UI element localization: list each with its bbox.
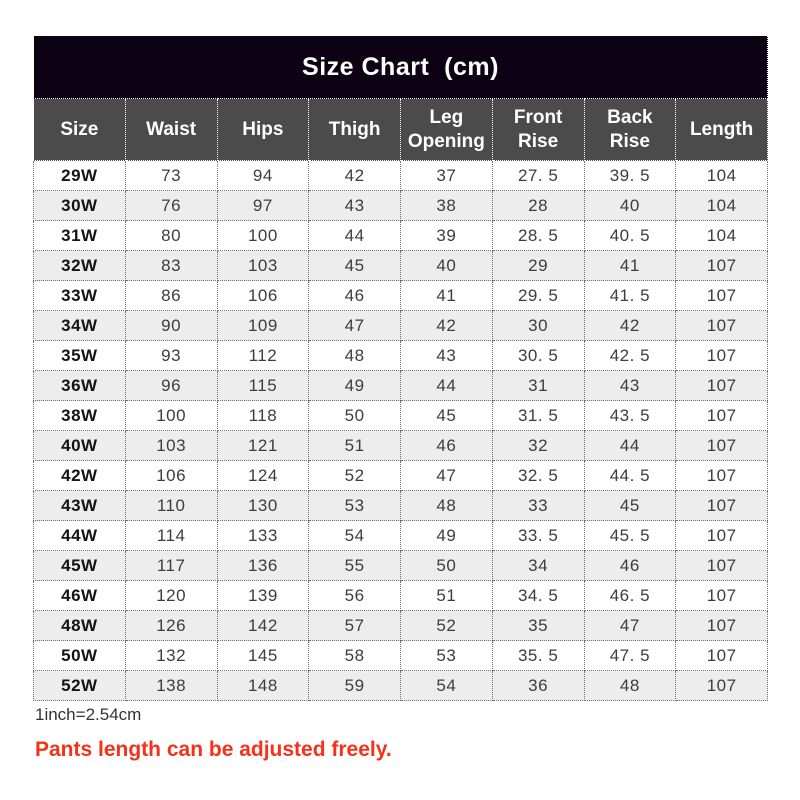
value-cell: 36 <box>492 671 584 701</box>
value-cell: 33. 5 <box>492 521 584 551</box>
value-cell: 32 <box>492 431 584 461</box>
value-cell: 42. 5 <box>584 341 676 371</box>
pants-length-note: Pants length can be adjusted freely. <box>35 738 392 761</box>
value-cell: 120 <box>125 581 217 611</box>
value-cell: 34 <box>492 551 584 581</box>
size-cell: 34W <box>34 311 126 341</box>
value-cell: 47 <box>309 311 401 341</box>
value-cell: 51 <box>401 581 493 611</box>
value-cell: 107 <box>676 311 768 341</box>
size-cell: 36W <box>34 371 126 401</box>
column-header-size: Size <box>34 99 126 161</box>
value-cell: 106 <box>125 461 217 491</box>
size-chart-head <box>34 36 768 161</box>
column-header-waist: Waist <box>125 99 217 161</box>
value-cell: 44. 5 <box>584 461 676 491</box>
value-cell: 107 <box>676 281 768 311</box>
value-cell: 35. 5 <box>492 641 584 671</box>
size-cell: 48W <box>34 611 126 641</box>
table-row <box>34 671 768 701</box>
value-cell: 142 <box>217 611 309 641</box>
size-cell: 46W <box>34 581 126 611</box>
value-cell: 42 <box>309 161 401 191</box>
size-cell: 45W <box>34 551 126 581</box>
size-chart-title: Size Chart (cm) <box>34 36 768 99</box>
value-cell: 43 <box>401 341 493 371</box>
value-cell: 132 <box>125 641 217 671</box>
value-cell: 49 <box>401 521 493 551</box>
value-cell: 107 <box>676 491 768 521</box>
size-cell: 29W <box>34 161 126 191</box>
value-cell: 112 <box>217 341 309 371</box>
value-cell: 46 <box>584 551 676 581</box>
value-cell: 107 <box>676 371 768 401</box>
value-cell: 28 <box>492 191 584 221</box>
column-header-length: Length <box>676 99 768 161</box>
value-cell: 42 <box>584 311 676 341</box>
value-cell: 107 <box>676 641 768 671</box>
value-cell: 145 <box>217 641 309 671</box>
size-chart-container <box>33 35 768 701</box>
table-row <box>34 371 768 401</box>
value-cell: 45. 5 <box>584 521 676 551</box>
value-cell: 52 <box>401 611 493 641</box>
column-header-leg-opening: Leg Opening <box>401 99 493 161</box>
value-cell: 47 <box>584 611 676 641</box>
table-row <box>34 401 768 431</box>
value-cell: 86 <box>125 281 217 311</box>
size-cell: 50W <box>34 641 126 671</box>
table-row <box>34 161 768 191</box>
value-cell: 48 <box>584 671 676 701</box>
value-cell: 109 <box>217 311 309 341</box>
value-cell: 107 <box>676 431 768 461</box>
value-cell: 107 <box>676 581 768 611</box>
value-cell: 39. 5 <box>584 161 676 191</box>
value-cell: 83 <box>125 251 217 281</box>
value-cell: 41 <box>401 281 493 311</box>
table-row <box>34 251 768 281</box>
value-cell: 107 <box>676 461 768 491</box>
value-cell: 31 <box>492 371 584 401</box>
value-cell: 100 <box>125 401 217 431</box>
value-cell: 50 <box>401 551 493 581</box>
value-cell: 124 <box>217 461 309 491</box>
value-cell: 136 <box>217 551 309 581</box>
value-cell: 104 <box>676 161 768 191</box>
value-cell: 44 <box>584 431 676 461</box>
value-cell: 41. 5 <box>584 281 676 311</box>
value-cell: 115 <box>217 371 309 401</box>
size-cell: 43W <box>34 491 126 521</box>
value-cell: 117 <box>125 551 217 581</box>
size-chart-body <box>34 161 768 701</box>
value-cell: 54 <box>401 671 493 701</box>
value-cell: 57 <box>309 611 401 641</box>
size-cell: 33W <box>34 281 126 311</box>
column-header-hips: Hips <box>217 99 309 161</box>
value-cell: 133 <box>217 521 309 551</box>
value-cell: 104 <box>676 191 768 221</box>
value-cell: 30. 5 <box>492 341 584 371</box>
value-cell: 94 <box>217 161 309 191</box>
value-cell: 43 <box>584 371 676 401</box>
size-cell: 30W <box>34 191 126 221</box>
value-cell: 47. 5 <box>584 641 676 671</box>
value-cell: 107 <box>676 341 768 371</box>
value-cell: 148 <box>217 671 309 701</box>
value-cell: 40 <box>584 191 676 221</box>
table-row <box>34 581 768 611</box>
value-cell: 103 <box>217 251 309 281</box>
value-cell: 49 <box>309 371 401 401</box>
inch-conversion-note: 1inch=2.54cm <box>35 705 142 724</box>
table-row <box>34 311 768 341</box>
value-cell: 47 <box>401 461 493 491</box>
value-cell: 42 <box>401 311 493 341</box>
value-cell: 31. 5 <box>492 401 584 431</box>
value-cell: 43 <box>309 191 401 221</box>
value-cell: 53 <box>401 641 493 671</box>
value-cell: 58 <box>309 641 401 671</box>
value-cell: 37 <box>401 161 493 191</box>
value-cell: 96 <box>125 371 217 401</box>
value-cell: 103 <box>125 431 217 461</box>
column-header-thigh: Thigh <box>309 99 401 161</box>
value-cell: 97 <box>217 191 309 221</box>
value-cell: 34. 5 <box>492 581 584 611</box>
size-cell: 31W <box>34 221 126 251</box>
column-header-back-rise: Back Rise <box>584 99 676 161</box>
value-cell: 38 <box>401 191 493 221</box>
value-cell: 32. 5 <box>492 461 584 491</box>
value-cell: 27. 5 <box>492 161 584 191</box>
value-cell: 138 <box>125 671 217 701</box>
table-row <box>34 461 768 491</box>
size-cell: 38W <box>34 401 126 431</box>
value-cell: 107 <box>676 671 768 701</box>
value-cell: 33 <box>492 491 584 521</box>
value-cell: 45 <box>309 251 401 281</box>
table-row <box>34 281 768 311</box>
table-row <box>34 611 768 641</box>
value-cell: 29. 5 <box>492 281 584 311</box>
value-cell: 52 <box>309 461 401 491</box>
table-row <box>34 191 768 221</box>
column-header-row <box>34 99 768 161</box>
value-cell: 93 <box>125 341 217 371</box>
table-row <box>34 521 768 551</box>
value-cell: 54 <box>309 521 401 551</box>
value-cell: 40. 5 <box>584 221 676 251</box>
size-chart-table <box>33 35 768 701</box>
value-cell: 106 <box>217 281 309 311</box>
size-cell: 35W <box>34 341 126 371</box>
table-row <box>34 221 768 251</box>
value-cell: 40 <box>401 251 493 281</box>
size-cell: 32W <box>34 251 126 281</box>
value-cell: 73 <box>125 161 217 191</box>
value-cell: 80 <box>125 221 217 251</box>
column-header-front-rise: Front Rise <box>492 99 584 161</box>
table-row <box>34 431 768 461</box>
value-cell: 90 <box>125 311 217 341</box>
value-cell: 53 <box>309 491 401 521</box>
value-cell: 56 <box>309 581 401 611</box>
value-cell: 45 <box>584 491 676 521</box>
value-cell: 51 <box>309 431 401 461</box>
value-cell: 121 <box>217 431 309 461</box>
value-cell: 46. 5 <box>584 581 676 611</box>
value-cell: 29 <box>492 251 584 281</box>
value-cell: 100 <box>217 221 309 251</box>
value-cell: 139 <box>217 581 309 611</box>
size-cell: 52W <box>34 671 126 701</box>
value-cell: 118 <box>217 401 309 431</box>
value-cell: 28. 5 <box>492 221 584 251</box>
value-cell: 126 <box>125 611 217 641</box>
value-cell: 104 <box>676 221 768 251</box>
value-cell: 44 <box>309 221 401 251</box>
size-cell: 44W <box>34 521 126 551</box>
size-cell: 42W <box>34 461 126 491</box>
value-cell: 43. 5 <box>584 401 676 431</box>
value-cell: 76 <box>125 191 217 221</box>
value-cell: 55 <box>309 551 401 581</box>
table-row <box>34 341 768 371</box>
value-cell: 114 <box>125 521 217 551</box>
value-cell: 46 <box>401 431 493 461</box>
value-cell: 48 <box>401 491 493 521</box>
size-cell: 40W <box>34 431 126 461</box>
value-cell: 107 <box>676 521 768 551</box>
value-cell: 41 <box>584 251 676 281</box>
value-cell: 59 <box>309 671 401 701</box>
value-cell: 39 <box>401 221 493 251</box>
value-cell: 50 <box>309 401 401 431</box>
table-row <box>34 491 768 521</box>
table-row <box>34 551 768 581</box>
value-cell: 45 <box>401 401 493 431</box>
table-row <box>34 641 768 671</box>
value-cell: 107 <box>676 551 768 581</box>
value-cell: 107 <box>676 611 768 641</box>
value-cell: 107 <box>676 401 768 431</box>
title-row <box>34 36 768 99</box>
value-cell: 35 <box>492 611 584 641</box>
value-cell: 48 <box>309 341 401 371</box>
value-cell: 30 <box>492 311 584 341</box>
value-cell: 130 <box>217 491 309 521</box>
value-cell: 46 <box>309 281 401 311</box>
value-cell: 107 <box>676 251 768 281</box>
value-cell: 110 <box>125 491 217 521</box>
value-cell: 44 <box>401 371 493 401</box>
